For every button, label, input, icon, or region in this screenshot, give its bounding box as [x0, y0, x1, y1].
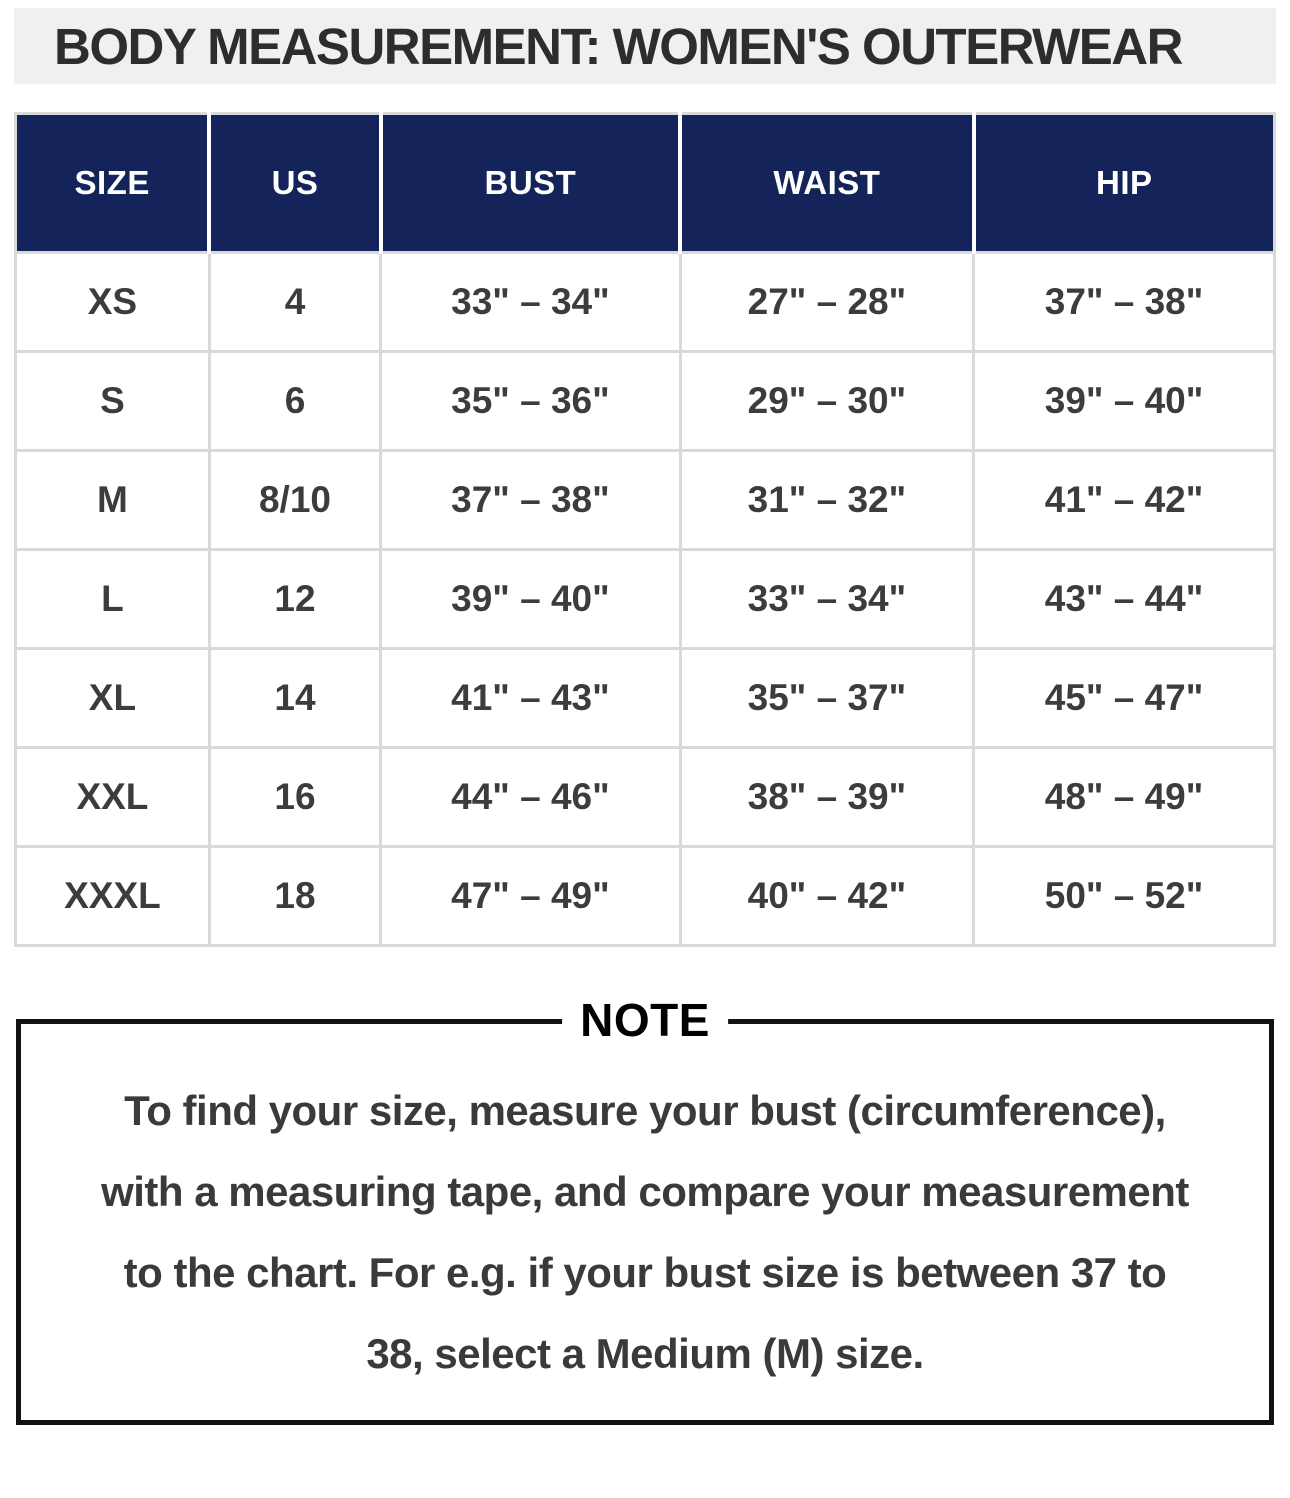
- hip-cell: 37" – 38": [974, 253, 1275, 352]
- bust-cell: 41" – 43": [381, 649, 681, 748]
- us-cell: 14: [209, 649, 380, 748]
- us-cell: 4: [209, 253, 380, 352]
- hip-cell: 39" – 40": [974, 352, 1275, 451]
- hip-cell: 50" – 52": [974, 847, 1275, 946]
- hip-cell: 43" – 44": [974, 550, 1275, 649]
- col-header-size: SIZE: [16, 114, 210, 253]
- table-row: [16, 847, 1275, 946]
- col-header-hip: HIP: [974, 114, 1275, 253]
- size-cell: XXXL: [16, 847, 210, 946]
- table-row: [16, 649, 1275, 748]
- bust-cell: 47" – 49": [381, 847, 681, 946]
- size-cell: XL: [16, 649, 210, 748]
- bust-cell: 44" – 46": [381, 748, 681, 847]
- waist-cell: 38" – 39": [680, 748, 973, 847]
- us-cell: 12: [209, 550, 380, 649]
- hip-cell: 45" – 47": [974, 649, 1275, 748]
- waist-cell: 35" – 37": [680, 649, 973, 748]
- table-row: [16, 748, 1275, 847]
- hip-cell: 48" – 49": [974, 748, 1275, 847]
- us-cell: 6: [209, 352, 380, 451]
- size-cell: S: [16, 352, 210, 451]
- size-cell: M: [16, 451, 210, 550]
- hip-cell: 41" – 42": [974, 451, 1275, 550]
- table-row: [16, 352, 1275, 451]
- table-row: [16, 253, 1275, 352]
- us-cell: 18: [209, 847, 380, 946]
- us-cell: 8/10: [209, 451, 380, 550]
- table-row: [16, 550, 1275, 649]
- size-chart-table: [14, 112, 1276, 947]
- col-header-us: US: [209, 114, 380, 253]
- note-box: [16, 994, 1274, 1425]
- size-cell: L: [16, 550, 210, 649]
- bust-cell: 37" – 38": [381, 451, 681, 550]
- table-header-row: [16, 114, 1275, 253]
- bust-cell: 35" – 36": [381, 352, 681, 451]
- page-title: BODY MEASUREMENT: WOMEN'S OUTERWEAR: [54, 17, 1182, 75]
- note-text: To find your size, measure your bust (circumference), with a measuring tape, and compare your measurement to the chart. For e.g. if your bust size is between 37 to 38, select a Medium (M) size.: [101, 1087, 1189, 1377]
- bust-cell: 33" – 34": [381, 253, 681, 352]
- size-cell: XS: [16, 253, 210, 352]
- waist-cell: 29" – 30": [680, 352, 973, 451]
- us-cell: 16: [209, 748, 380, 847]
- page-title-bar: [14, 8, 1276, 84]
- col-header-waist: WAIST: [680, 114, 973, 253]
- waist-cell: 31" – 32": [680, 451, 973, 550]
- table-row: [16, 451, 1275, 550]
- size-cell: XXL: [16, 748, 210, 847]
- note-title: NOTE: [562, 991, 728, 1049]
- col-header-bust: BUST: [381, 114, 681, 253]
- waist-cell: 40" – 42": [680, 847, 973, 946]
- waist-cell: 33" – 34": [680, 550, 973, 649]
- bust-cell: 39" – 40": [381, 550, 681, 649]
- waist-cell: 27" – 28": [680, 253, 973, 352]
